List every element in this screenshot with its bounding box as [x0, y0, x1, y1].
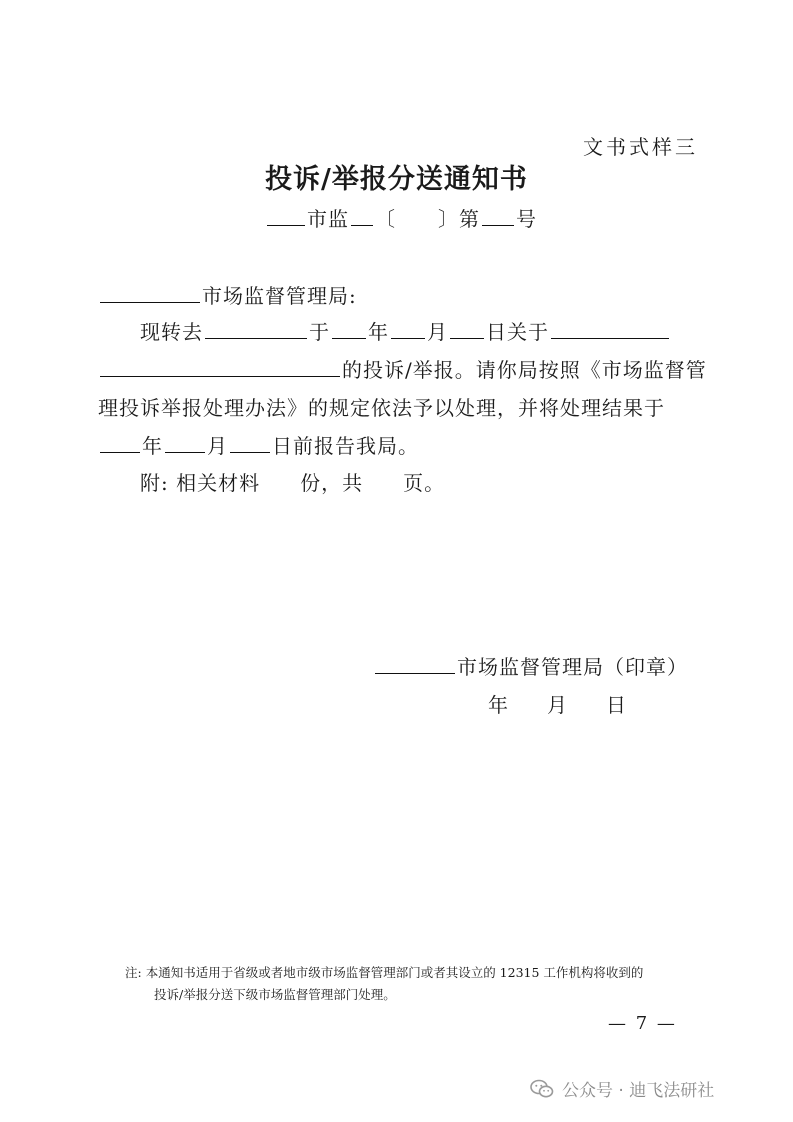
body-line-2 [98, 354, 707, 383]
attachment-prefix: 附: 相关材料 [140, 471, 261, 495]
blank-field [165, 451, 205, 453]
doc-number-no: 号 [516, 207, 537, 231]
body-text: 的投诉/举报。请你局按照《市场监督管 [342, 358, 707, 382]
blank-field [267, 224, 305, 226]
signature-org [373, 651, 688, 680]
body-text: 月 [207, 434, 228, 458]
body-text: 日前报告我局。 [272, 434, 419, 458]
signature-month: 月 [547, 693, 568, 717]
form-label: 文书式样三 [583, 135, 698, 159]
attachment-copies: 份，共 [300, 471, 364, 495]
body-text: 理投诉举报处理办法》的规定依法予以处理，并将处理结果于 [98, 396, 665, 420]
body-line-4 [98, 430, 419, 459]
footnote-line-2: 投诉/举报分送下级市场监督管理部门处理。 [154, 987, 396, 1002]
doc-number-bracket-open: 〔 [375, 207, 396, 231]
page-number: — 7 — [608, 1013, 677, 1034]
body-text: 现转去 [140, 320, 203, 344]
addressee-line [98, 280, 357, 309]
footnote-label: 注: [125, 965, 142, 980]
doc-number-bracket-close: 〕第 [438, 207, 480, 231]
footnote [125, 962, 643, 1006]
blank-field [100, 451, 140, 453]
blank-field [100, 301, 200, 303]
attachment-line [140, 467, 445, 496]
footnote-line-1: 本通知书适用于省级或者地市级市场监督管理部门或者其设立的 12315 工作机构将收到的 [145, 965, 644, 980]
blank-field [332, 337, 366, 339]
signature-day: 日 [606, 693, 627, 717]
body-text: 年 [142, 434, 163, 458]
blank-field [450, 337, 484, 339]
blank-field [230, 451, 270, 453]
blank-field [551, 337, 669, 339]
page-title: 投诉/举报分送通知书 [265, 164, 528, 195]
body-text: 日关于 [486, 320, 549, 344]
addressee-suffix: 市场监督管理局: [202, 284, 357, 308]
blank-field [375, 672, 455, 674]
body-text: 月 [427, 320, 448, 344]
document-number [265, 203, 537, 232]
body-text: 于 [309, 320, 330, 344]
body-text: 年 [368, 320, 389, 344]
blank-field [351, 224, 373, 226]
blank-field [391, 337, 425, 339]
watermark-text: 公众号 · 迪飞法研社 [562, 1081, 715, 1101]
body-line-1 [140, 316, 671, 345]
wechat-icon [530, 1079, 554, 1099]
body-line-3 [98, 392, 665, 421]
blank-field [100, 375, 340, 377]
attachment-pages: 页。 [403, 471, 446, 495]
blank-field [482, 224, 514, 226]
signature-org-text: 市场监督管理局（印章） [457, 655, 688, 679]
doc-number-city: 市监 [307, 207, 349, 231]
signature-date [488, 689, 627, 718]
blank-field [205, 337, 307, 339]
signature-year: 年 [488, 693, 509, 717]
watermark [530, 1076, 714, 1101]
